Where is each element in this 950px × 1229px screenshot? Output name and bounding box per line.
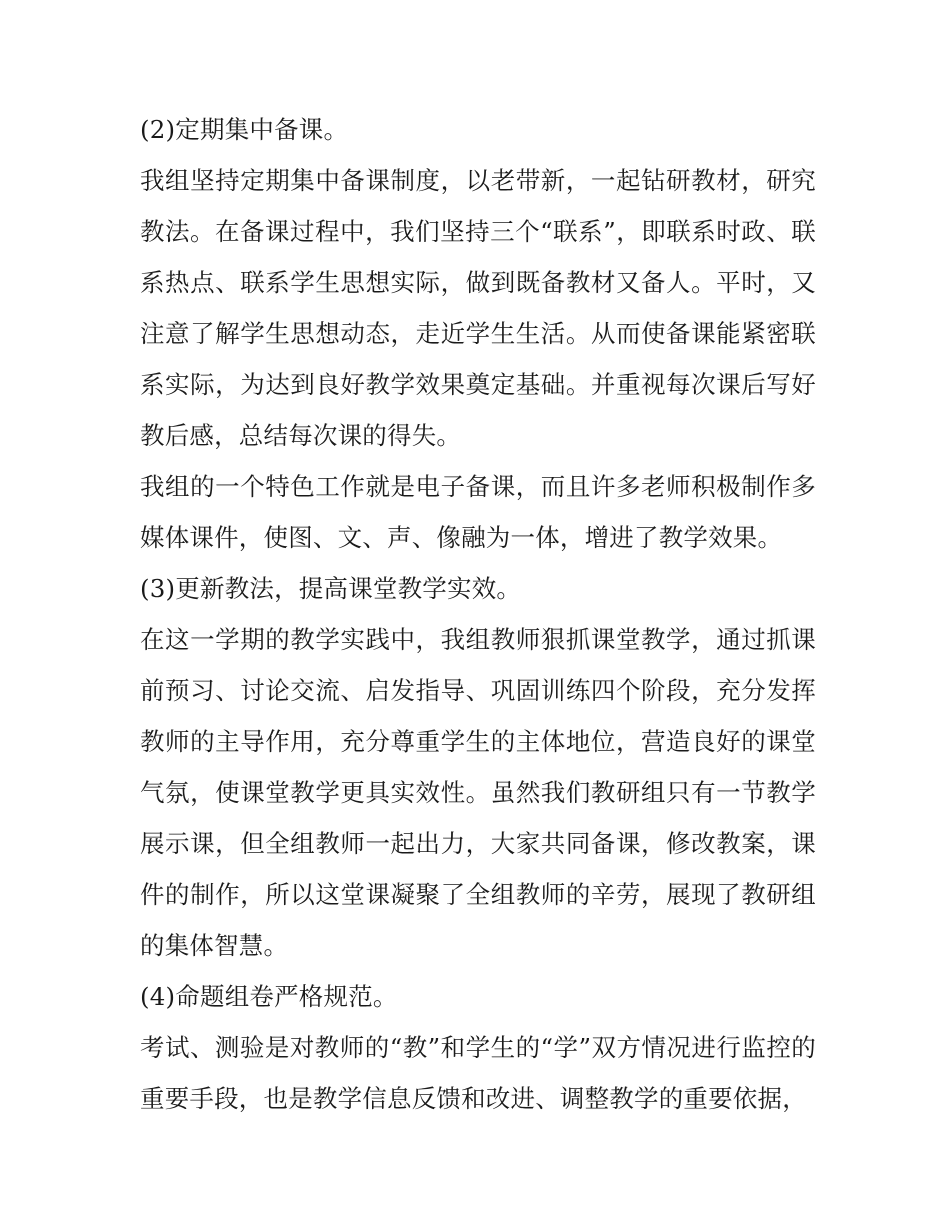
paragraph-collective-lesson-prep: 我组坚持定期集中备课制度，以老带新，一起钻研教材，研究教法。在备课过程中，我们坚持三个“联系”，即联系时政、联系热点、联系学生思想实际，做到既备教材又备人。平时，又注意了解学生思想动态，走近学生生活。从而使备课能紧密联系实际，为达到良好教学效果奠定基础。并重视每次课后写好教后感，总结每次课的得失。 — [140, 166, 816, 450]
paragraph-classroom-teaching: 在这一学期的教学实践中，我组教师狠抓课堂教学，通过抓课前预习、讨论交流、启发指导、巩固训练四个阶段，充分发挥教师的主导作用，充分尊重学生的主体地位，营造良好的课堂气氛，使课堂教学更具实效性。虽然我们教研组只有一节教学展示课，但全组教师一起出力，大家共同备课，修改教案，课件的制作，所以这堂课凝聚了全组教师的辛劳，展现了教研组的集体智慧。 — [140, 625, 816, 960]
paragraph-exam-monitoring: 考试、测验是对教师的“教”和学生的“学”双方情况进行监控的重要手段，也是教学信息反馈和改进、调整教学的重要依据， — [140, 1033, 816, 1113]
section-heading-4: (4)命题组卷严格规范。 — [140, 982, 398, 1011]
section-heading-3: (3)更新教法，提高课堂教学实效。 — [140, 574, 522, 603]
document-body — [140, 104, 816, 1124]
section-heading-2: (2)定期集中备课。 — [140, 115, 349, 144]
paragraph-electronic-lesson-prep: 我组的一个特色工作就是电子备课，而且许多老师积极制作多媒体课件，使图、文、声、像融为一体，增进了教学效果。 — [140, 472, 816, 552]
